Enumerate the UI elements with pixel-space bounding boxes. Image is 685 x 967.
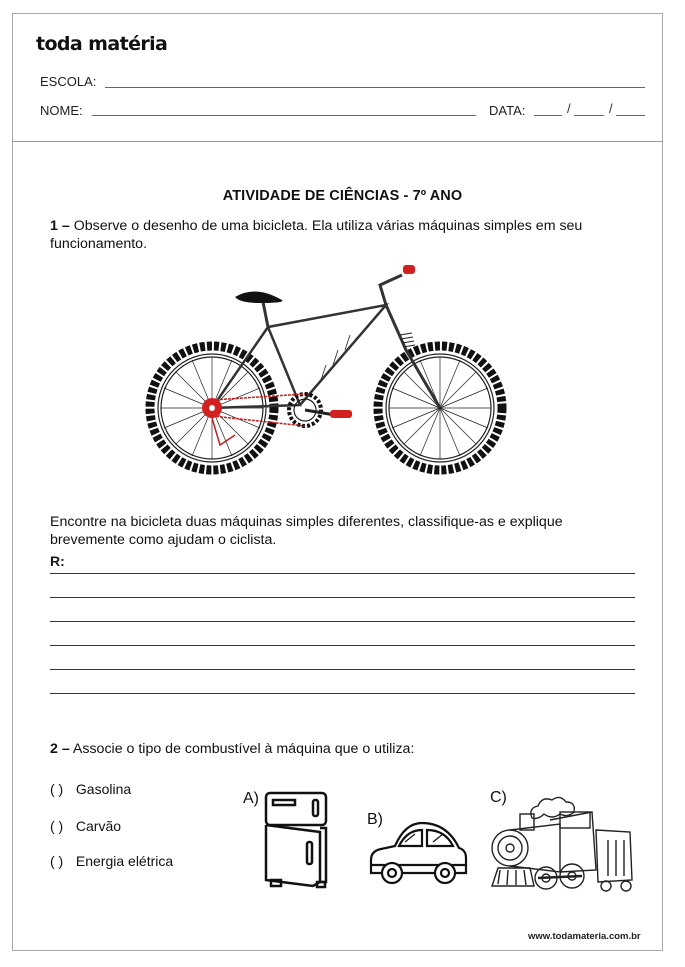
- option-carvao[interactable]: [50, 818, 121, 834]
- answer-line[interactable]: [50, 573, 635, 574]
- steam-train-icon: [490, 790, 640, 895]
- question-1-text: Observe o desenho de uma bicicleta. Ela utiliza várias máquinas simples em seu funcionamento.: [50, 218, 583, 252]
- date-month-field[interactable]: [574, 115, 604, 116]
- answer-line[interactable]: [50, 645, 635, 646]
- date-separator: /: [567, 101, 571, 116]
- machine-c-letter: C): [490, 789, 507, 806]
- question-2-text: Associe o tipo de combustível à máquina que o utiliza:: [72, 741, 415, 757]
- date-separator: /: [609, 101, 613, 116]
- worksheet-title: ATIVIDADE DE CIÊNCIAS - 7º ANO: [222, 188, 463, 204]
- footer-url[interactable]: www.todamateria.com.br: [528, 931, 641, 942]
- answer-label: R:: [50, 553, 65, 569]
- machine-a-letter: A): [243, 790, 259, 807]
- answer-line[interactable]: [50, 693, 635, 694]
- question-2: [50, 740, 640, 758]
- answer-line[interactable]: [50, 621, 635, 622]
- checkbox-parens[interactable]: ( ): [50, 853, 64, 869]
- name-label: NOME:: [40, 103, 83, 118]
- option-label: Energia elétrica: [75, 853, 174, 869]
- date-label: DATA:: [489, 103, 526, 118]
- car-icon: [367, 818, 469, 890]
- school-field[interactable]: [105, 87, 645, 88]
- question-1: [50, 217, 640, 253]
- machine-b-letter: B): [367, 811, 383, 828]
- school-label: ESCOLA:: [40, 74, 97, 89]
- question-2-number: 2 –: [50, 741, 70, 757]
- option-label: Gasolina: [75, 781, 132, 797]
- date-day-field[interactable]: [534, 115, 562, 116]
- checkbox-parens[interactable]: ( ): [50, 781, 64, 797]
- logo: toda matéria: [36, 33, 168, 55]
- option-gasolina[interactable]: [50, 781, 131, 797]
- date-year-field[interactable]: [616, 115, 645, 116]
- bicycle-illustration: [140, 255, 520, 485]
- checkbox-parens[interactable]: ( ): [50, 818, 64, 834]
- refrigerator-icon: [263, 790, 329, 890]
- question-1-prompt: Encontre na bicicleta duas máquinas simples diferentes, classifique-as e explique brevemente como ajudam o ciclista.: [50, 514, 563, 548]
- option-label: Carvão: [75, 818, 122, 834]
- name-field[interactable]: [92, 115, 476, 116]
- header-divider: [12, 141, 663, 142]
- answer-line[interactable]: [50, 669, 635, 670]
- answer-line[interactable]: [50, 597, 635, 598]
- question-1-number: 1 –: [50, 218, 70, 234]
- option-energia-eletrica[interactable]: [50, 853, 173, 869]
